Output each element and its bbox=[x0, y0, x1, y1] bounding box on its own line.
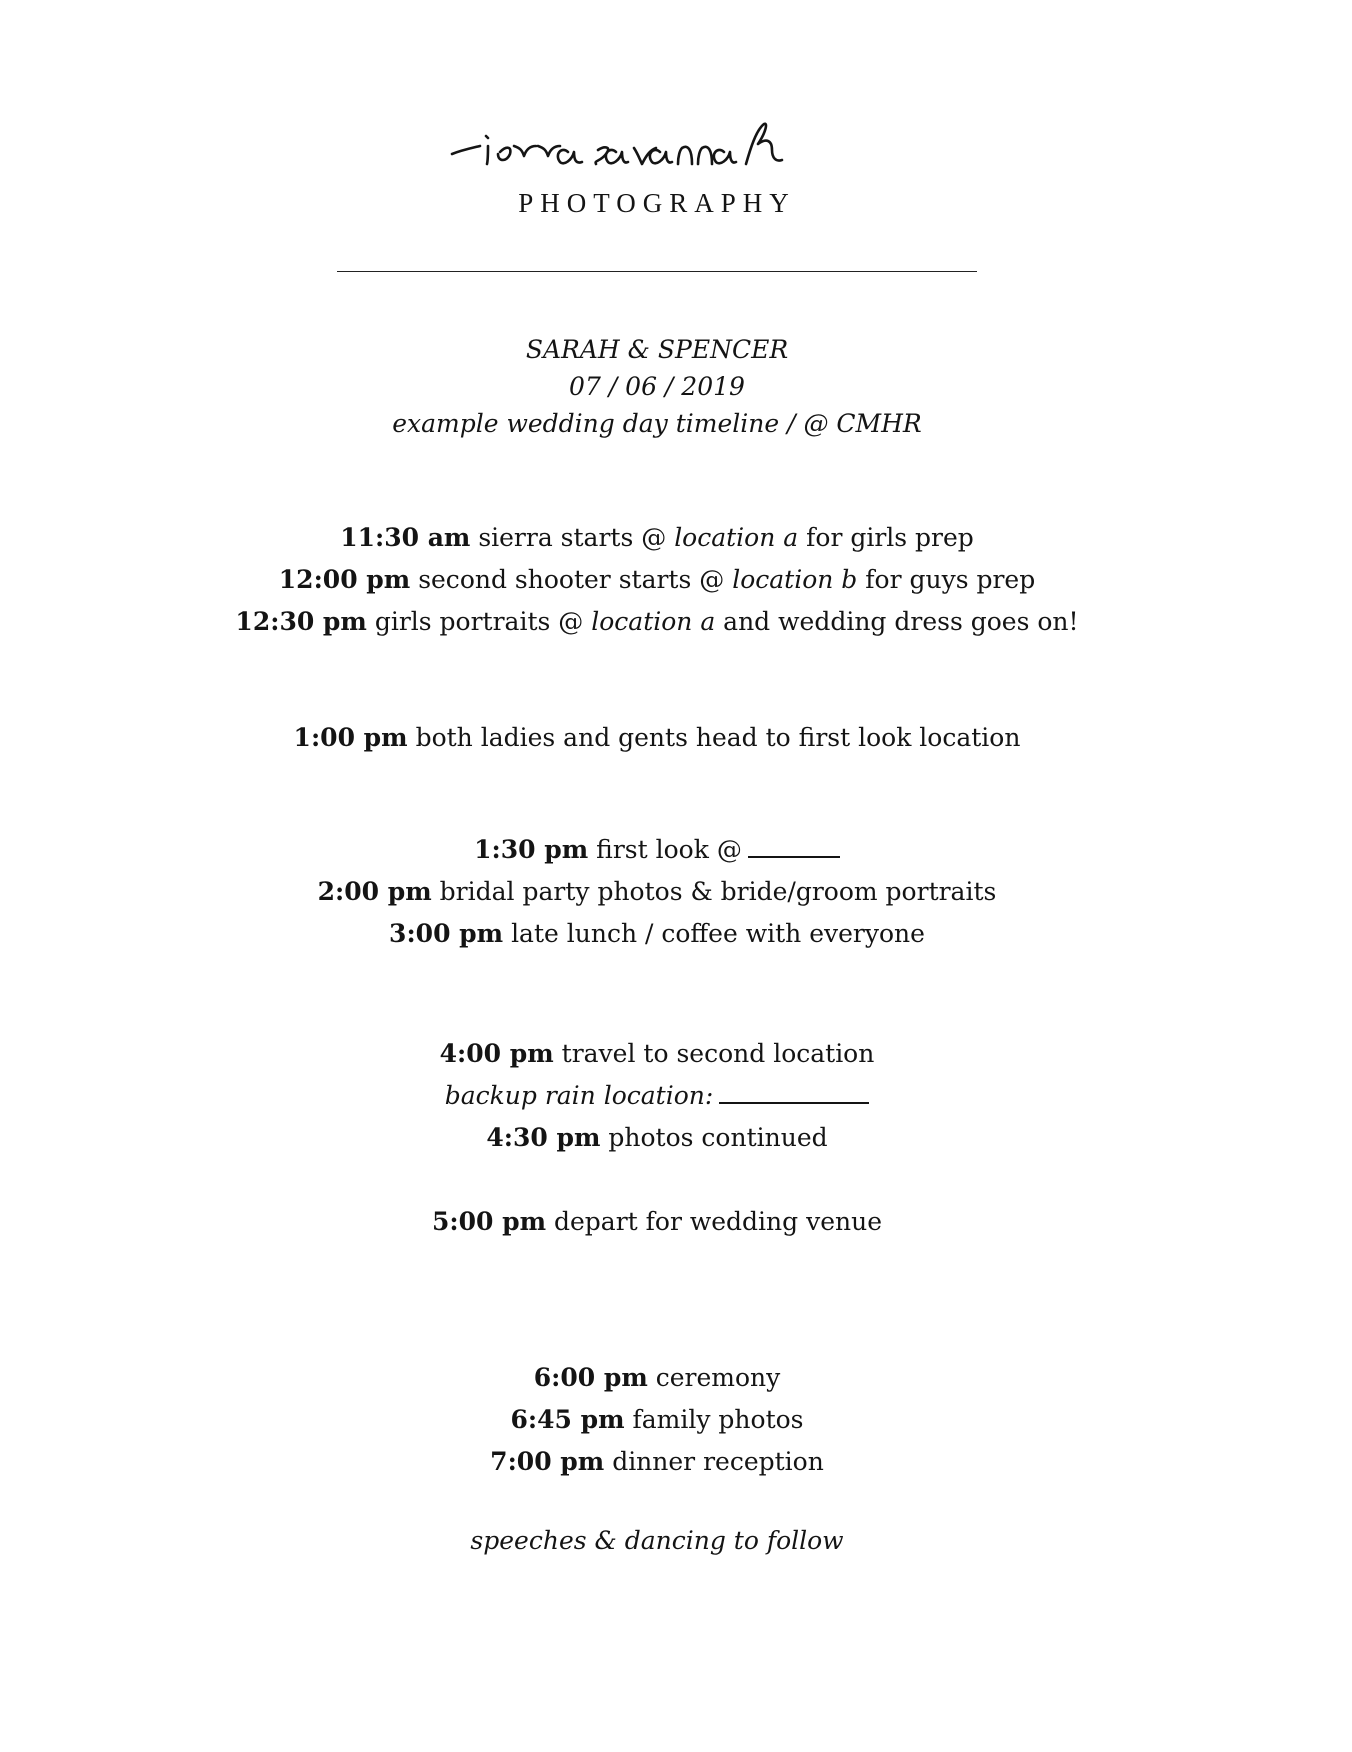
fill-in-blank bbox=[748, 831, 840, 858]
entry-time: 11:30 am bbox=[340, 523, 471, 552]
timeline-entry bbox=[0, 600, 1314, 643]
timeline-entry bbox=[0, 1356, 1314, 1399]
timeline-description: example wedding day timeline / @ CMHR bbox=[392, 409, 922, 438]
entry-time: 4:30 pm bbox=[486, 1123, 601, 1152]
entry-location: location b bbox=[732, 565, 858, 594]
backup-rain-location bbox=[0, 1074, 1314, 1117]
couple-names: SARAH & SPENCER bbox=[525, 335, 789, 364]
entry-text: dinner reception bbox=[612, 1447, 824, 1476]
entry-text: first look @ bbox=[596, 835, 742, 864]
entry-text: ceremony bbox=[655, 1363, 781, 1392]
entry-text: girls portraits @ bbox=[374, 607, 592, 636]
entry-text: bridal party photos & bride/groom portraits bbox=[439, 877, 997, 906]
entry-time: 7:00 pm bbox=[490, 1447, 605, 1476]
timeline-entry bbox=[0, 870, 1314, 913]
timeline-entry bbox=[0, 828, 1314, 871]
entry-text: late lunch / coffee with everyone bbox=[511, 919, 925, 948]
closing-note: speeches & dancing to follow bbox=[470, 1526, 844, 1555]
entry-location: location a bbox=[591, 607, 716, 636]
entry-text: both ladies and gents head to first look location bbox=[415, 723, 1021, 752]
event-date: 07 / 06 / 2019 bbox=[569, 372, 745, 401]
entry-time: 6:45 pm bbox=[510, 1405, 625, 1434]
entry-text: sierra starts @ bbox=[478, 523, 675, 552]
entry-time: 1:30 pm bbox=[474, 835, 589, 864]
backup-rain-label: backup rain location: bbox=[444, 1081, 714, 1110]
entry-time: 2:00 pm bbox=[317, 877, 432, 906]
timeline-entry bbox=[0, 1440, 1314, 1483]
timeline-entry bbox=[0, 516, 1314, 559]
timeline-entry bbox=[0, 1032, 1314, 1075]
timeline-entry bbox=[0, 912, 1314, 955]
timeline-entry bbox=[0, 1200, 1314, 1243]
entry-time: 12:30 pm bbox=[235, 607, 367, 636]
fill-in-blank bbox=[719, 1077, 869, 1104]
header-divider bbox=[337, 271, 977, 272]
timeline-entry bbox=[0, 1398, 1314, 1441]
entry-text: and wedding dress goes on! bbox=[715, 607, 1079, 636]
entry-text: second shooter starts @ bbox=[418, 565, 733, 594]
brand-subtitle: PHOTOGRAPHY bbox=[518, 188, 796, 218]
entry-time: 6:00 pm bbox=[533, 1363, 648, 1392]
entry-time: 5:00 pm bbox=[431, 1207, 547, 1236]
entry-text: travel to second location bbox=[561, 1039, 875, 1068]
entry-text: photos continued bbox=[608, 1123, 828, 1152]
entry-location: location a bbox=[674, 523, 799, 552]
entry-time: 12:00 pm bbox=[278, 565, 411, 594]
sierra-savannah-logo bbox=[448, 120, 848, 180]
entry-time: 4:00 pm bbox=[439, 1039, 554, 1068]
entry-text: for guys prep bbox=[857, 565, 1036, 594]
timeline-entry bbox=[0, 1116, 1314, 1159]
entry-time: 1:00 pm bbox=[293, 723, 408, 752]
entry-text: for girls prep bbox=[798, 523, 974, 552]
entry-text: family photos bbox=[632, 1405, 804, 1434]
timeline-entry bbox=[0, 558, 1314, 601]
entry-time: 3:00 pm bbox=[389, 919, 504, 948]
entry-text: depart for wedding venue bbox=[554, 1207, 883, 1236]
timeline-entry bbox=[0, 716, 1314, 759]
